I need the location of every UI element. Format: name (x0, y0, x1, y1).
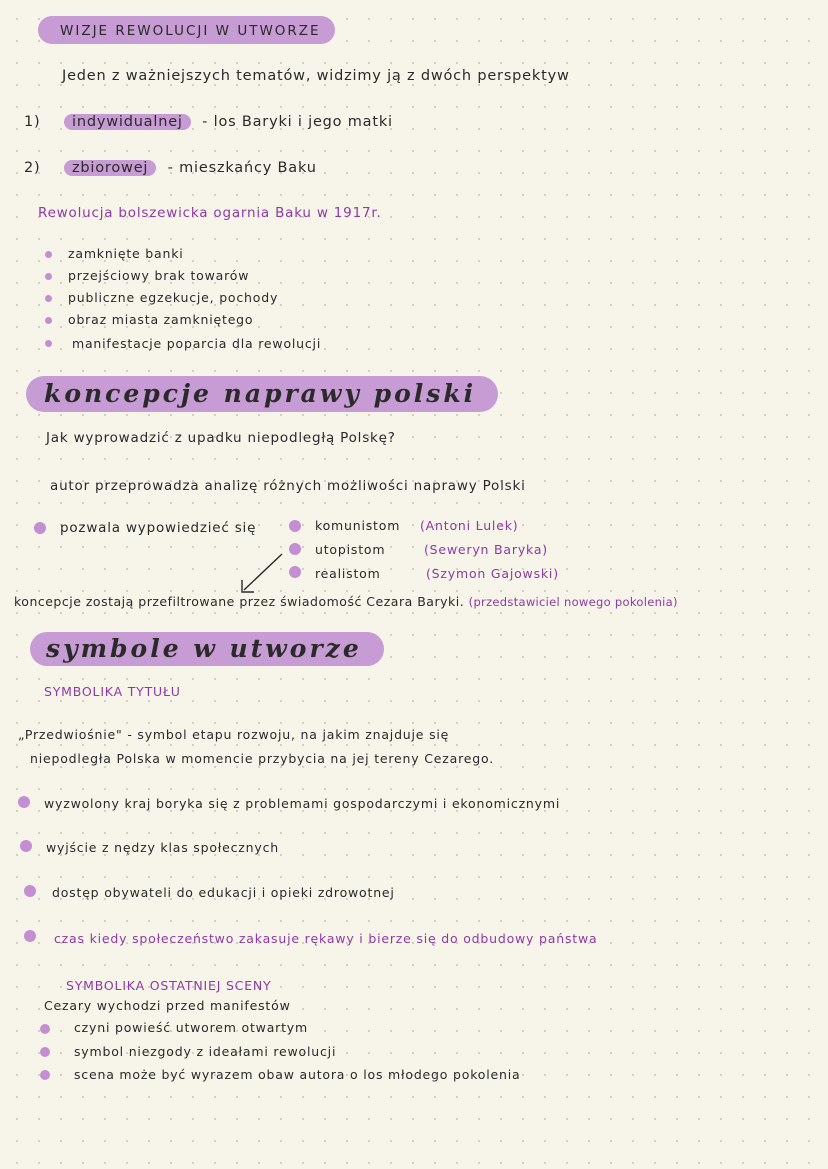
bullet-dot (40, 1047, 50, 1057)
symbol-item: wyjście z nędzy klas społecznych (46, 840, 279, 855)
bullet-dot (18, 796, 30, 808)
filter-note: (przedstawiciel nowego pokolenia) (468, 595, 678, 609)
list-item: obraz miasta zamkniętego (68, 312, 254, 327)
arrow-icon (230, 550, 290, 600)
question-text: Jak wyprowadzić z upadku niepodległą Polskę? (46, 430, 396, 446)
concept-who: komunistom (315, 518, 401, 533)
list-item: symbol niezgody z ideałami rewolucji (74, 1044, 337, 1059)
section-heading-concepts (26, 376, 498, 412)
list-item: manifestacje poparcia dla rewolucji (72, 336, 322, 351)
concept-name: (Seweryn Baryka) (424, 542, 548, 557)
last-scene-heading: SYMBOLIKA OSTATNIEJ SCENY (66, 978, 272, 993)
symbol-item: dostęp obywateli do edukacji i opieki zdrowotnej (52, 885, 395, 900)
concept-name: (Szymon Gajowski) (426, 566, 559, 581)
heading-text: koncepcje naprawy polski (44, 379, 477, 408)
section-heading-symbols (30, 632, 384, 666)
title-symbol-heading: SYMBOLIKA TYTUŁU (44, 684, 181, 699)
list-item: zamknięte banki (68, 246, 184, 261)
concept-who: utopistom (315, 542, 386, 557)
title-symbol-text-2: niepodległa Polska w momencie przybycia na jej tereny Cezarego. (30, 751, 494, 766)
intro-text: Jeden z ważniejszych tematów, widzimy ją z dwóch perspektyw (62, 68, 570, 84)
revolution-line: Rewolucja bolszewicka ogarnia Baku w 1917r. (38, 205, 382, 221)
bullet-dot (45, 273, 52, 280)
concept-name: (Antoni Lulek) (420, 518, 519, 533)
perspective-rest: - mieszkańcy Baku (167, 160, 317, 176)
perspective-item-2 (64, 160, 317, 176)
perspective-num-2: 2) (24, 160, 41, 176)
perspective-rest: - los Baryki i jego matki (202, 114, 393, 130)
filter-text: koncepcje zostają przefiltrowane przez świadomość Cezara Baryki. (14, 594, 465, 609)
bullet-dot (289, 566, 301, 578)
perspective-label: zbiorowej (64, 160, 156, 176)
bullet-dot (289, 543, 301, 555)
list-item: scena może być wyrazem obaw autora o los młodego pokolenia (74, 1067, 521, 1082)
list-item: przejściowy brak towarów (68, 268, 250, 283)
bullet-dot (45, 251, 52, 258)
bullet-dot (34, 522, 46, 534)
title-symbol-text-1: „Przedwiośnie" - symbol etapu rozwoju, na jakim znajduje się (18, 727, 450, 742)
analysis-text: autor przeprowadza analizę różnych możliwości naprawy Polski (50, 478, 526, 494)
bullet-dot (20, 840, 32, 852)
bullet-dot (45, 317, 52, 324)
bullet-dot (24, 885, 36, 897)
symbol-item: czas kiedy społeczeństwo zakasuje rękawy i bierze się do odbudowy państwa (54, 931, 598, 946)
bullet-dot (40, 1024, 50, 1034)
bullet-dot (45, 340, 52, 347)
filter-line (14, 594, 678, 609)
symbol-item: wyzwolony kraj boryka się z problemami gospodarczymi i ekonomicznymi (44, 796, 561, 811)
concept-who: realistom (315, 566, 381, 581)
perspective-item-1 (64, 114, 393, 130)
bullet-dot (24, 930, 36, 942)
perspective-num-1: 1) (24, 114, 41, 130)
bullet-dot (45, 295, 52, 302)
heading-text: WIZJE REWOLUCJI W UTWORZE (60, 23, 321, 39)
bullet-dot (40, 1070, 50, 1080)
section-heading-revolution (38, 16, 335, 44)
list-item: czyni powieść utworem otwartym (74, 1020, 308, 1035)
last-scene-intro: Cezary wychodzi przed manifestów (44, 998, 291, 1013)
allowed-text: pozwala wypowiedzieć się (60, 520, 257, 536)
heading-text: symbole w utworze (46, 634, 362, 663)
bullet-dot (289, 520, 301, 532)
perspective-label: indywidualnej (64, 114, 191, 130)
list-item: publiczne egzekucje, pochody (68, 290, 279, 305)
